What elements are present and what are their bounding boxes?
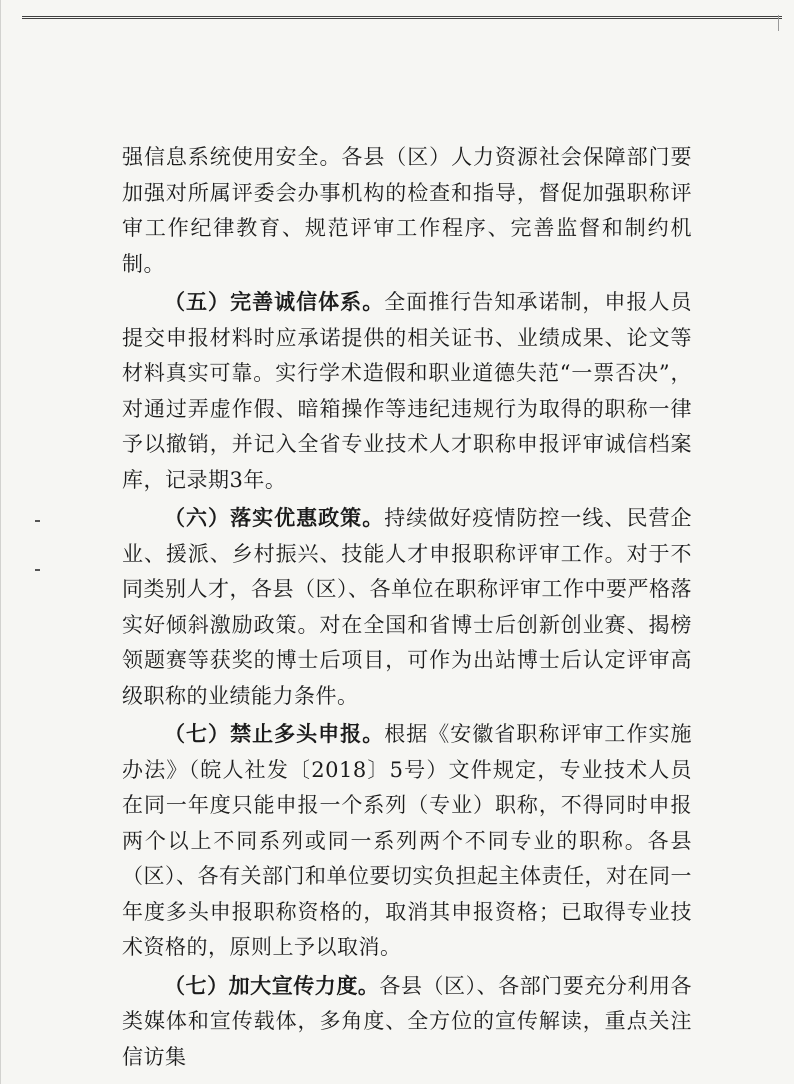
binding-mark [35,569,40,571]
section-heading-7b: （七）加大宣传力度。 [164,972,380,998]
paragraph-text: 持续做好疫情防控一线、民营企业、援派、乡村振兴、技能人才申报职称评审工作。对于不同类别人才，各县（区）、各单位在职称评审工作中要严格落实好倾斜激励政策。对在全国和省博士后创新创业赛、揭榜领题赛等获奖的博士后项目，可作为出站博士后认定评审高级职称的业绩能力条件。 [122,506,693,708]
paragraph-text: 根据《安徽省职称评审工作实施办法》（皖人社发〔2018〕5号）文件规定，专业技术人员在同一年度只能申报一个系列（专业）职称，不得同时申报两个以上不同系列或同一系列两个不同专业的职称。各县（区）、各有关部门和单位要切实负担起主体责任，对在同一年度多头申报职称资格的，取消其申报资格；已取得专业技术资格的，原则上予以取消。 [122,722,693,959]
section-heading-5: （五）完善诚信体系。 [164,289,385,314]
section-heading-7a: （七）禁止多头申报。 [164,721,385,746]
paragraph-text: 强信息系统使用安全。各县（区）人力资源社会保障部门要加强对所属评委会办事机构的检查和指导，督促加强职称评审工作纪律教育、规范评审工作程序、完善监督和制约机制。 [122,145,692,276]
paragraph-publicity [122,968,692,1076]
paragraph-continuation [122,140,692,282]
document-body [122,140,692,1075]
paragraph-integrity-system [122,284,692,498]
paragraph-text: 各县（区）、各部门要充分利用各类媒体和宣传载体，多角度、全方位的宣传解读，重点关注信访集 [122,973,693,1069]
paragraph-multiple-applications [122,716,692,966]
header-double-rule [22,16,782,19]
paragraph-preferential-policy [122,500,692,714]
scan-tick-mark [778,15,779,31]
binding-mark [35,520,40,522]
section-heading-6: （六）落实优惠政策。 [164,505,385,530]
paragraph-text: 全面推行告知承诺制，申报人员提交申报材料时应承诺提供的相关证书、业绩成果、论文等材料真实可靠。实行学术造假和职业道德失范“一票否决”，对通过弄虚作假、暗箱操作等违纪违规行为取得的职称一律予以撤销，并记入全省专业技术人才职称申报评审诚信档案库，记录期3年。 [122,290,693,492]
